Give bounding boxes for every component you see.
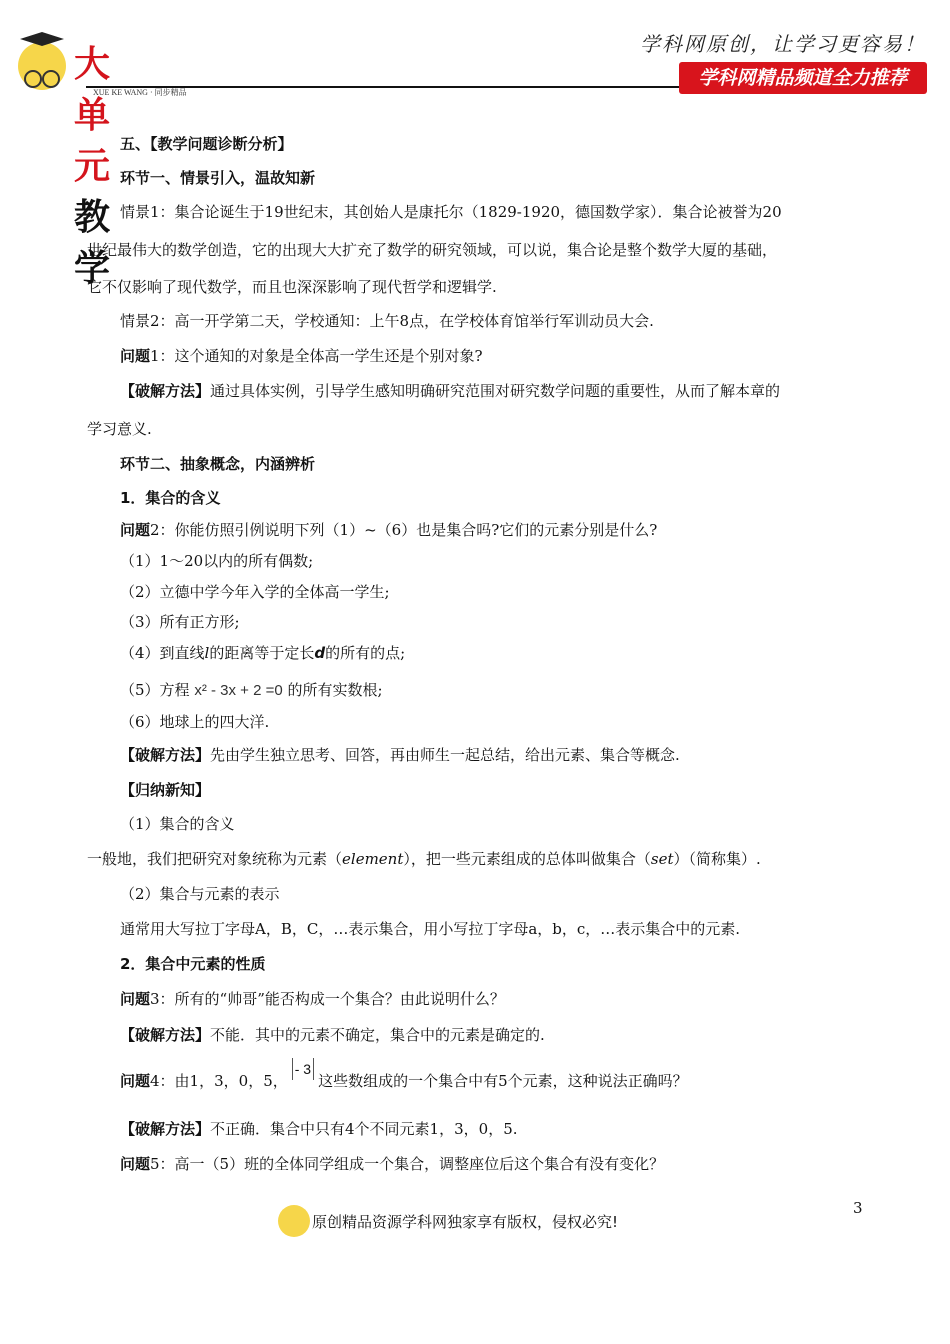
method-3: 【破解方法】不能．其中的元素不确定，集合中的元素是确定的. <box>120 1026 545 1044</box>
slogan: 学科网原创，让学习更容易！ <box>640 32 926 56</box>
brand-subtitle: XUE KE WANG · 同步精品 <box>93 88 187 97</box>
equation: x² - 3x + 2 =0 <box>194 682 283 699</box>
question-4: 问题4：由1，3，0，5，- 3这些数组成的一个集合中有5个元素，这种说法正确吗？ <box>120 1070 688 1092</box>
brand-red: 大单元 <box>74 44 110 187</box>
list-item: （5）方程 x² - 3x + 2 =0 的所有实数根; <box>120 681 383 699</box>
list-item: （6）地球上的四大洋. <box>120 713 270 731</box>
graduation-cap-icon <box>20 32 64 46</box>
question-5: 问题5：高一（5）班的全体同学组成一个集合，调整座位后这个集合有没有变化？ <box>120 1155 665 1173</box>
method-1: 【破解方法】通过具体实例，引导学生感知明确研究范围对研究数学问题的重要性，从而了解本章的 <box>120 382 781 400</box>
paragraph: 世纪最伟大的数学创造，它的出现大大扩充了数学的研究领域，可以说，集合论是整个数学大厦的基础， <box>87 241 778 259</box>
paragraph: 它不仅影响了现代数学，而且也深深影响了现代哲学和逻辑学. <box>87 278 497 296</box>
subheading: 环节一、情景引入，温故知新 <box>120 169 316 187</box>
method-4: 【破解方法】不正确．集合中只有4个不同元素1，3，0，5. <box>120 1120 518 1138</box>
paragraph: 学习意义. <box>87 420 152 438</box>
question-2: 问题2：你能仿照引例说明下列（1）~（6）也是集合吗?它们的元素分别是什么? <box>120 521 658 539</box>
paragraph: 一般地，我们把研究对象统称为元素（element），把一些元素组成的总体叫做集合（set）（简称集）. <box>87 850 761 868</box>
paragraph: 通常用大写拉丁字母A，B，C，…表示集合，用小写拉丁字母a，b，c，…表示集合中的元素. <box>120 920 741 938</box>
section-heading: 五、【教学问题诊断分析】 <box>120 135 293 153</box>
list-item: （3）所有正方形; <box>120 613 240 631</box>
mascot-icon <box>278 1205 310 1237</box>
absolute-value: - 3 <box>292 1058 314 1080</box>
list-item: （1）1～20以内的所有偶数; <box>120 552 314 570</box>
question-3: 问题3：所有的“帅哥”能否构成一个集合？由此说明什么？ <box>120 990 505 1008</box>
paragraph: （1）集合的含义 <box>120 815 235 833</box>
list-item: （4）到直线l的距离等于定长d的所有的点; <box>120 644 406 662</box>
subheading: 【归纳新知】 <box>120 781 211 799</box>
paragraph: （2）集合与元素的表示 <box>120 885 280 903</box>
recommend-badge: 学科网精品频道全力推荐 <box>679 62 927 94</box>
method-2: 【破解方法】先由学生独立思考、回答，再由师生一起总结，给出元素、集合等概念. <box>120 746 680 764</box>
paragraph: 情景1：集合论诞生于19世纪末，其创始人是康托尔（1829-1920，德国数学家）．集合论被誉为20 <box>120 203 782 221</box>
brand-black: 教学 <box>74 197 110 289</box>
subheading: 2．集合中元素的性质 <box>120 955 266 973</box>
footer <box>278 1204 618 1238</box>
copyright-text: 原创精品资源学科网独家享有版权，侵权必究! <box>312 1212 619 1231</box>
paragraph: 情景2：高一开学第二天，学校通知：上午8点，在学校体育馆举行军训动员大会. <box>120 312 654 330</box>
subheading: 环节二、抽象概念，内涵辨析 <box>120 455 316 473</box>
question-1: 问题1：这个通知的对象是全体高一学生还是个别对象? <box>120 347 483 365</box>
mascot-icon <box>18 42 66 90</box>
list-item: （2）立德中学今年入学的全体高一学生; <box>120 583 390 601</box>
subheading: 1．集合的含义 <box>120 489 221 507</box>
page-number: 3 <box>853 1199 863 1217</box>
